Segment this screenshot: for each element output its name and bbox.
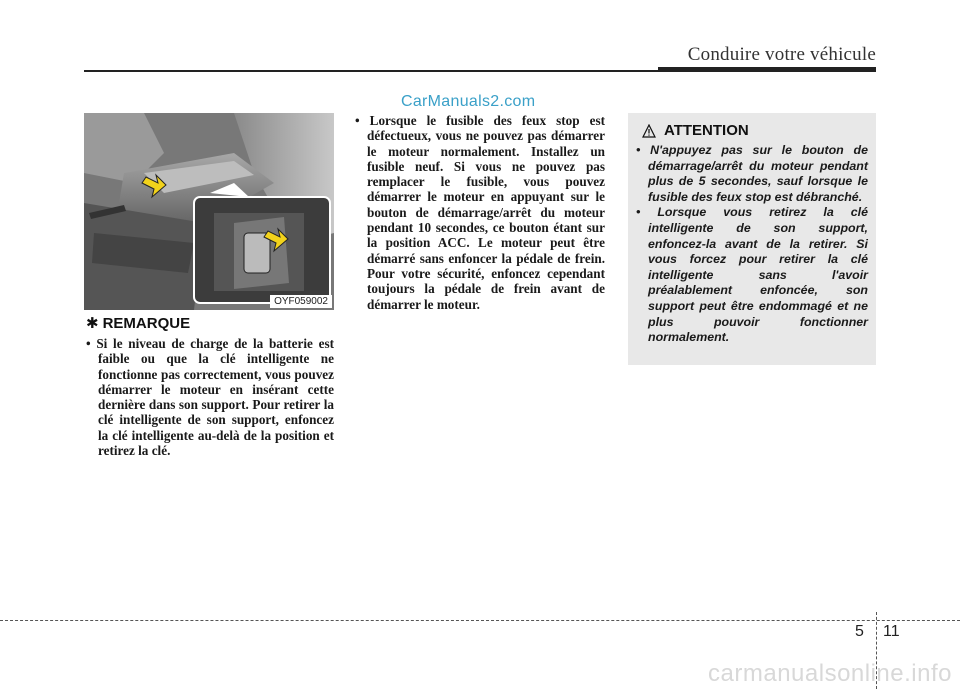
chapter-number: 5 <box>855 623 864 640</box>
note-title-text: REMARQUE <box>102 314 191 332</box>
attention-bullet-1: • N'appuyez pas sur le bouton de démarrage/arrêt du moteur pendant plus de 5 secondes, sauf lorsque le fusible des feux stop est débranché. <box>636 143 868 204</box>
column-2-bullet: • Lorsque le fusible des feux stop est défectueux, vous ne pouvez pas démarrer le moteur normalement. Installez un fusible neuf. Si vous ne pouvez pas remplacer le fusible, vous pouvez démarrer le moteur en appuyant sur le bouton de démarrage/arrêt du moteur pendant 10 secondes, ce bouton étant sur la position ACC. Le moteur peut être démarré sans enfoncer la pédale de frein. Pour votre sécurité, enfoncez cependant toujours la pédale de frein avant de démarrer le moteur. <box>355 113 605 312</box>
figure-code: OYF059002 <box>270 295 332 308</box>
header-title: Conduire votre véhicule <box>687 44 876 65</box>
footer-rule <box>0 620 960 621</box>
attention-box <box>628 113 876 365</box>
page-number: 11 <box>883 623 900 640</box>
attention-list <box>636 143 868 346</box>
attention-bullet-2: • Lorsque vous retirez la clé intelligente de son support, enfoncez-la avant de la retirer. Si vous forcez pour retirer la clé intelligente sans l'avoir préalablement enfoncée, son support peut être endommagé et ne plus pouvoir fonctionner normalement. <box>636 205 868 345</box>
watermark-bottom[interactable]: carmanualsonline.info <box>708 660 952 687</box>
column-2-body <box>355 113 605 312</box>
note-bullet: • Si le niveau de charge de la batterie est faible ou que la clé intelligente ne fonctionne pas correctement, vous pouvez démarrer le moteur en insérant cette dernière dans son support. Pour retirer la clé intelligente de son support, enfoncez la clé intelligente au-delà de la position et retirez la clé. <box>86 336 334 459</box>
warning-triangle-icon <box>642 124 656 138</box>
attention-title: ATTENTION <box>664 122 749 139</box>
figure-illustration <box>84 113 334 310</box>
attention-heading <box>642 122 749 139</box>
star-icon: ✱ <box>86 315 99 332</box>
figure <box>84 113 334 310</box>
note-title <box>86 314 190 332</box>
watermark-top[interactable]: CarManuals2.com <box>401 93 536 110</box>
header-rule-accent <box>658 67 876 72</box>
note-body <box>86 336 334 458</box>
